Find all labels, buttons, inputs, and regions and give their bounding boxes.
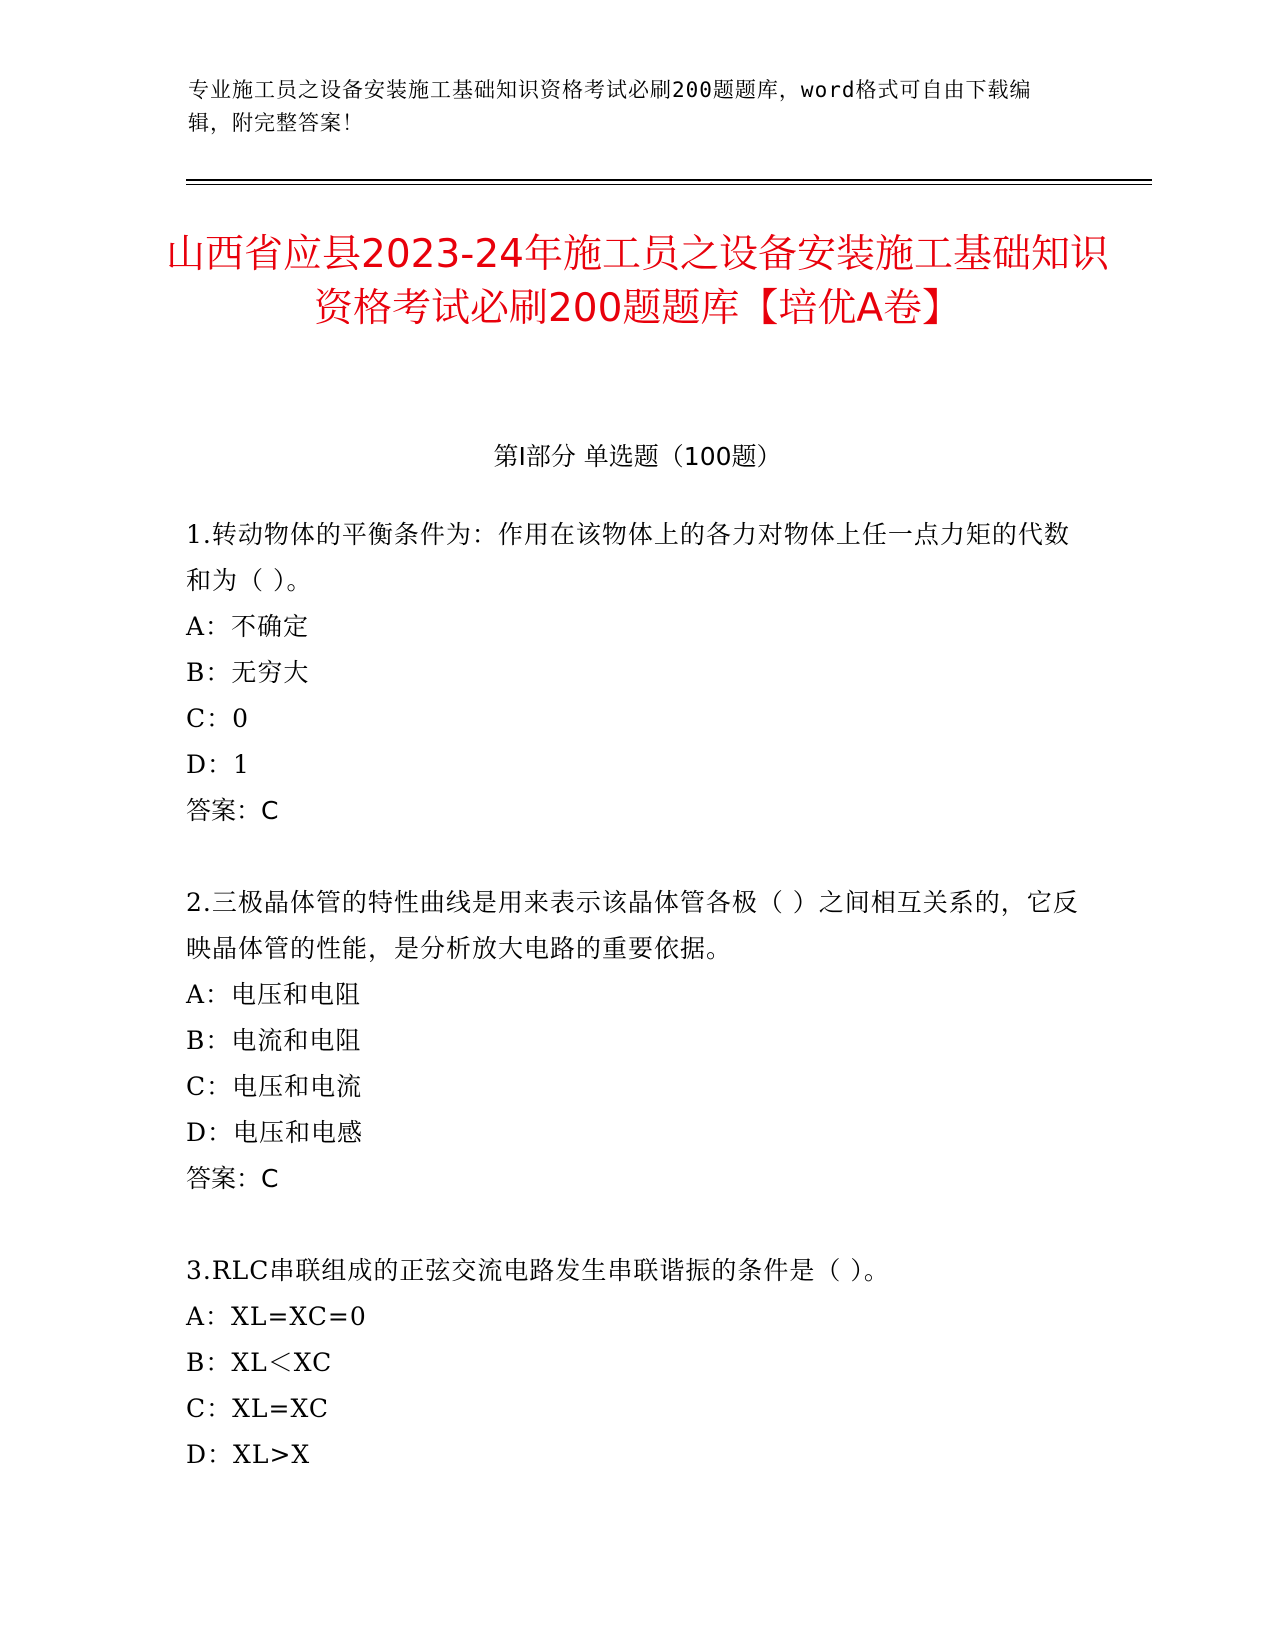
option-d: D：1: [186, 750, 250, 779]
option-a: A：XL=XC=0: [186, 1302, 367, 1331]
answer: 答案：C: [186, 1164, 279, 1193]
header-note: 专业施工员之设备安装施工基础知识资格考试必刷200题题库，word格式可自由下载编辑，附完整答案！: [188, 78, 1032, 135]
header-divider-thin: [186, 184, 1152, 185]
question-2: [186, 880, 1086, 1202]
document-title: 山西省应县2023-24年施工员之设备安装施工基础知识资格考试必刷200题题库【培优A卷】: [166, 232, 1109, 331]
option-a: A：电压和电阻: [186, 980, 362, 1009]
option-c: C：XL=XC: [186, 1394, 329, 1423]
question-stem: 3.RLC串联组成的正弦交流电路发生串联谐振的条件是（ ）。: [186, 1256, 890, 1285]
option-c: C：电压和电流: [186, 1072, 363, 1101]
question-stem: 1.转动物体的平衡条件为：作用在该物体上的各力对物体上任一点力矩的代数和为（ ）。: [186, 520, 1070, 595]
section-title: 第I部分 单选题（100题）: [493, 442, 782, 471]
option-a: A：不确定: [186, 612, 310, 641]
option-c: C：0: [186, 704, 250, 733]
option-d: D：XL>X: [186, 1440, 311, 1469]
answer: 答案：C: [186, 796, 279, 825]
option-d: D：电压和电感: [186, 1118, 364, 1147]
option-b: B：无穷大: [186, 658, 310, 687]
question-stem: 2.三极晶体管的特性曲线是用来表示该晶体管各极（ ）之间相互关系的，它反映晶体管的性能，是分析放大电路的重要依据。: [186, 888, 1079, 963]
question-1: [186, 512, 1086, 834]
header-divider-thick: [186, 179, 1152, 181]
option-b: B：电流和电阻: [186, 1026, 362, 1055]
option-b: B：XL＜XC: [186, 1348, 333, 1377]
question-3: [186, 1248, 1086, 1478]
